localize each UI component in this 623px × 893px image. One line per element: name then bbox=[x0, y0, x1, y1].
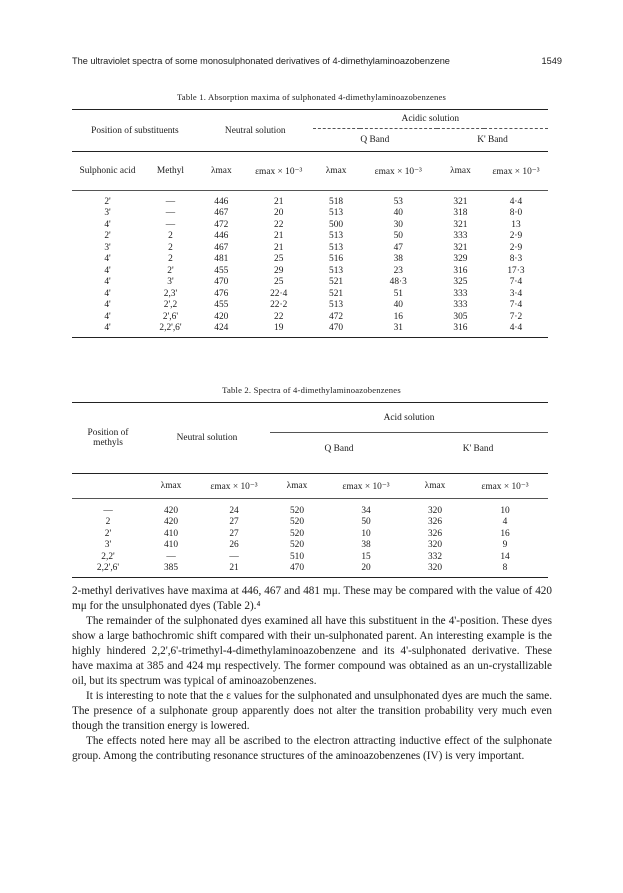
t1-cell: 8·0 bbox=[509, 208, 523, 219]
t2-cell: 420 bbox=[163, 505, 179, 516]
t1-cell: 13 bbox=[511, 219, 521, 230]
t1-cell: 470 bbox=[214, 277, 229, 288]
t1-cell: 321 bbox=[453, 242, 468, 253]
t1-cell: 467 bbox=[214, 208, 229, 219]
t2-cell: 10 bbox=[361, 528, 371, 539]
t1-row bbox=[72, 300, 548, 312]
t1-cell: 30 bbox=[393, 219, 403, 230]
t1-cell: 4' bbox=[104, 277, 111, 288]
t1-cell: 329 bbox=[453, 254, 468, 265]
t1-cell: 4' bbox=[104, 265, 111, 276]
t1-cell: 325 bbox=[453, 277, 468, 288]
t2-cell: 3' bbox=[104, 540, 112, 551]
t1-body bbox=[72, 191, 548, 338]
t2-cell: 20 bbox=[361, 563, 371, 574]
t2-cell: 420 bbox=[163, 517, 179, 528]
t1-cell: 455 bbox=[214, 265, 229, 276]
t1-cell: 51 bbox=[393, 288, 403, 299]
t1-cell: 513 bbox=[329, 242, 344, 253]
t1-emax-neutral: εmax × 10⁻³ bbox=[255, 166, 303, 177]
t1-row bbox=[72, 231, 548, 243]
t2-cell: 50 bbox=[361, 517, 371, 528]
t1-row bbox=[72, 219, 548, 231]
t1-cell: — bbox=[165, 208, 176, 219]
t2-neutral-header: Neutral solution bbox=[176, 433, 238, 443]
t1-cell: 513 bbox=[329, 231, 344, 242]
t1-cell: 2 bbox=[168, 254, 173, 265]
t1-sulphonic-header: Sulphonic acid bbox=[79, 166, 136, 176]
t1-cell: 4' bbox=[104, 300, 111, 311]
t2-cell: 470 bbox=[289, 563, 305, 574]
t1-cell: 333 bbox=[453, 288, 468, 299]
t1-cell: 7·2 bbox=[509, 311, 523, 322]
t1-cell: 446 bbox=[214, 196, 229, 207]
t1-cell: 4' bbox=[104, 288, 111, 299]
t2-row bbox=[72, 528, 548, 540]
t1-cell: 446 bbox=[214, 231, 229, 242]
t1-cell: 420 bbox=[214, 311, 229, 322]
t1-cell: — bbox=[165, 219, 176, 230]
t2-cell: 2,2' bbox=[101, 551, 115, 562]
t2-kband-header: K' Band bbox=[462, 444, 494, 455]
t1-cell: 47 bbox=[393, 242, 403, 253]
t1-cell: 513 bbox=[329, 208, 344, 219]
t1-row bbox=[72, 191, 548, 208]
t1-emax-q: εmax × 10⁻³ bbox=[374, 166, 422, 177]
t2-row bbox=[72, 517, 548, 529]
t2-cell: 520 bbox=[289, 505, 305, 516]
t1-cell: 481 bbox=[214, 254, 229, 265]
table2 bbox=[72, 402, 548, 578]
t2-cell: 410 bbox=[163, 540, 179, 551]
t2-cell: 326 bbox=[427, 517, 443, 528]
t1-cell: 521 bbox=[329, 277, 344, 288]
t2-cell: — bbox=[166, 551, 176, 562]
t2-cell: 320 bbox=[427, 505, 443, 516]
t1-cell: 23 bbox=[393, 265, 403, 276]
running-header bbox=[72, 56, 562, 66]
t2-cell: 27 bbox=[229, 517, 239, 528]
t2-cell: 2,2',6' bbox=[96, 563, 120, 574]
t2-cell: — bbox=[229, 551, 239, 562]
t1-cell: 2' bbox=[167, 265, 174, 276]
t1-cell: 21 bbox=[274, 196, 284, 207]
t1-row bbox=[72, 277, 548, 289]
t1-neutral-header: Neutral solution bbox=[224, 125, 286, 136]
t1-cell: — bbox=[165, 196, 176, 207]
t1-cell: 316 bbox=[453, 323, 468, 334]
t1-cell: 48·3 bbox=[389, 277, 407, 288]
t1-cell: 518 bbox=[329, 196, 344, 207]
t1-row bbox=[72, 242, 548, 254]
t2-row bbox=[72, 499, 548, 517]
t1-cell: 2·9 bbox=[509, 231, 523, 242]
t2-qband-header: Q Band bbox=[324, 444, 354, 455]
paragraph-4: The effects noted here may all be ascribed to the electron attracting inductive effect of the sulphonate group. Among the contributing resonance structures of the aminoazobenzenes (IV) is very important. bbox=[72, 735, 552, 762]
t1-cell: 472 bbox=[329, 311, 344, 322]
t1-cell: 521 bbox=[329, 288, 344, 299]
t2-cell: 320 bbox=[427, 540, 443, 551]
page-number: 1549 bbox=[541, 56, 562, 66]
t2-cell: 410 bbox=[163, 528, 179, 539]
body-text bbox=[72, 584, 552, 764]
t1-cell: 22 bbox=[274, 311, 284, 322]
t2-cell: 8 bbox=[502, 563, 508, 574]
t1-cell: 424 bbox=[214, 323, 229, 334]
t1-cell: 40 bbox=[393, 300, 403, 311]
t1-cell: 333 bbox=[453, 231, 468, 242]
t2-cell: 385 bbox=[163, 563, 179, 574]
t1-cell: 476 bbox=[214, 288, 229, 299]
t1-cell: 4·4 bbox=[509, 323, 523, 334]
t1-cell: 16 bbox=[393, 311, 403, 322]
t1-cell: 22·4 bbox=[270, 288, 288, 299]
t1-cell: 470 bbox=[329, 323, 344, 334]
t1-lmax-neutral: λmax bbox=[210, 166, 232, 176]
t1-cell: 4' bbox=[104, 219, 111, 230]
t1-cell: 40 bbox=[393, 208, 403, 219]
t1-cell: 472 bbox=[214, 219, 229, 230]
t2-cell: 520 bbox=[289, 528, 305, 539]
t2-cell: 320 bbox=[427, 563, 443, 574]
t1-methyl-header: Methyl bbox=[156, 166, 185, 176]
t1-cell: 2,3' bbox=[163, 288, 178, 299]
t1-cell: 3' bbox=[104, 208, 111, 219]
t1-cell: 25 bbox=[274, 254, 284, 265]
t1-lmax-k: λmax bbox=[450, 166, 471, 176]
t2-cell: 2' bbox=[104, 528, 112, 539]
t1-row bbox=[72, 311, 548, 323]
t1-cell: 21 bbox=[274, 242, 284, 253]
t1-cell: 455 bbox=[214, 300, 229, 311]
paragraph-2: The remainder of the sulphonated dyes examined all have this substituent in the 4'-position. These dyes show a large bathochromic shift compared with their un-sulphonated parent. An interesting example is the highly hindered 2,2',6'-trimethyl-4-dimethylaminoazobenzene and its 4'-sulphonated derivative. These have maxima at 385 and 424 mμ respectively. The former compound was obtained as an un-crystallizable oil, but its spectrum was typical of aminoazobenzenes. bbox=[72, 615, 552, 687]
t1-cell: 20 bbox=[274, 208, 284, 219]
table2-caption: Table 2. Spectra of 4-dimethylaminoazobenzenes bbox=[222, 385, 401, 395]
t1-cell: 4' bbox=[104, 254, 111, 265]
t2-lmax-q: λmax bbox=[286, 481, 308, 491]
t1-qband-header: Q Band bbox=[360, 135, 390, 145]
t1-cell: 38 bbox=[393, 254, 403, 265]
t1-cell: 21 bbox=[274, 231, 284, 242]
t1-kband-header: K' Band bbox=[477, 135, 508, 145]
paragraph-3: It is interesting to note that the ε values for the sulphonated and unsulphonated dyes are much the same. The presence of a sulphonate group apparently does not alter the transition probability very much even though the transition energy is lowered. bbox=[72, 690, 552, 732]
t2-cell: 520 bbox=[289, 540, 305, 551]
t1-cell: 3·4 bbox=[509, 288, 523, 299]
t2-row bbox=[72, 563, 548, 578]
t2-cell: 9 bbox=[502, 540, 508, 551]
t1-cell: 17·3 bbox=[507, 265, 525, 276]
t2-body bbox=[72, 499, 548, 578]
t2-cell: — bbox=[103, 505, 113, 516]
t1-cell: 321 bbox=[453, 196, 468, 207]
t2-cell: 38 bbox=[361, 540, 371, 551]
t1-cell: 4' bbox=[104, 323, 111, 334]
t2-emax-k: εmax × 10⁻³ bbox=[481, 481, 529, 492]
t1-cell: 53 bbox=[393, 196, 403, 207]
t2-cell: 34 bbox=[361, 505, 371, 516]
t1-acidic-header: Acidic solution bbox=[313, 110, 548, 129]
t2-cell: 21 bbox=[229, 563, 239, 574]
paragraph-1: 2-methyl derivatives have maxima at 446, 467 and 481 mμ. These may be compared with the value of 420 mμ for the unsulphonated dyes (Table 2).⁴ bbox=[72, 585, 552, 612]
t2-row bbox=[72, 551, 548, 563]
running-title: The ultraviolet spectra of some monosulphonated derivatives of 4-dimethylaminoazobenzene bbox=[72, 56, 450, 66]
t1-cell: 321 bbox=[453, 219, 468, 230]
t1-cell: 513 bbox=[329, 265, 344, 276]
t1-cell: 513 bbox=[329, 300, 344, 311]
t1-cell: 2·9 bbox=[509, 242, 523, 253]
t1-row bbox=[72, 288, 548, 300]
t1-cell: 29 bbox=[274, 265, 284, 276]
t2-cell: 510 bbox=[289, 551, 305, 562]
t1-cell: 333 bbox=[453, 300, 468, 311]
t1-cell: 2',2 bbox=[163, 300, 178, 311]
t1-cell: 2',6' bbox=[162, 311, 179, 322]
t1-row bbox=[72, 265, 548, 277]
t1-emax-k: εmax × 10⁻³ bbox=[492, 166, 540, 177]
t1-cell: 25 bbox=[274, 277, 284, 288]
t1-cell: 2,2',6' bbox=[159, 323, 182, 334]
t2-emax-q: εmax × 10⁻³ bbox=[342, 481, 390, 492]
t1-cell: 31 bbox=[393, 323, 403, 334]
t1-row bbox=[72, 208, 548, 220]
t2-cell: 10 bbox=[500, 505, 510, 516]
t2-cell: 15 bbox=[361, 551, 371, 562]
t2-acid-header: Acid solution bbox=[270, 403, 548, 433]
table1 bbox=[72, 109, 548, 338]
t1-cell: 516 bbox=[329, 254, 344, 265]
t1-row bbox=[72, 323, 548, 338]
t1-row bbox=[72, 254, 548, 266]
t2-cell: 27 bbox=[229, 528, 239, 539]
t1-cell: 4·4 bbox=[509, 196, 523, 207]
t1-lmax-q: λmax bbox=[325, 166, 347, 176]
t2-cell: 332 bbox=[427, 551, 443, 562]
t1-cell: 22 bbox=[274, 219, 284, 230]
t1-cell: 3' bbox=[167, 277, 174, 288]
t1-cell: 22·2 bbox=[270, 300, 288, 311]
t2-position-header: Position of methyls bbox=[87, 428, 129, 448]
t1-cell: 316 bbox=[453, 265, 468, 276]
t2-cell: 2 bbox=[105, 517, 111, 528]
t1-cell: 50 bbox=[393, 231, 403, 242]
t2-cell: 16 bbox=[500, 528, 510, 539]
t1-cell: 3' bbox=[104, 242, 111, 253]
t1-cell: 305 bbox=[453, 311, 468, 322]
t1-cell: 4' bbox=[104, 311, 111, 322]
t2-emax-neutral: εmax × 10⁻³ bbox=[210, 481, 258, 492]
t1-cell: 2' bbox=[104, 231, 111, 242]
t2-lmax-k: λmax bbox=[424, 481, 446, 491]
t1-cell: 2 bbox=[168, 231, 173, 242]
t1-position-header: Position of substituents bbox=[91, 125, 179, 136]
t1-cell: 2 bbox=[168, 242, 173, 253]
t2-cell: 326 bbox=[427, 528, 443, 539]
t2-row bbox=[72, 540, 548, 552]
t2-cell: 26 bbox=[229, 540, 239, 551]
table1-caption: Table 1. Absorption maxima of sulphonated 4-dimethylaminoazobenzenes bbox=[176, 92, 447, 102]
t1-cell: 19 bbox=[274, 323, 284, 334]
t1-cell: 318 bbox=[453, 208, 468, 219]
t1-cell: 467 bbox=[214, 242, 229, 253]
t2-cell: 4 bbox=[502, 517, 508, 528]
t2-lmax-neutral: λmax bbox=[160, 481, 182, 491]
t1-cell: 500 bbox=[329, 219, 344, 230]
t1-cell: 8·3 bbox=[509, 254, 523, 265]
t2-cell: 24 bbox=[229, 505, 239, 516]
t2-cell: 14 bbox=[500, 551, 510, 562]
t2-cell: 520 bbox=[289, 517, 305, 528]
t1-cell: 7·4 bbox=[509, 300, 523, 311]
t1-cell: 7·4 bbox=[509, 277, 523, 288]
t1-cell: 2' bbox=[104, 196, 111, 207]
